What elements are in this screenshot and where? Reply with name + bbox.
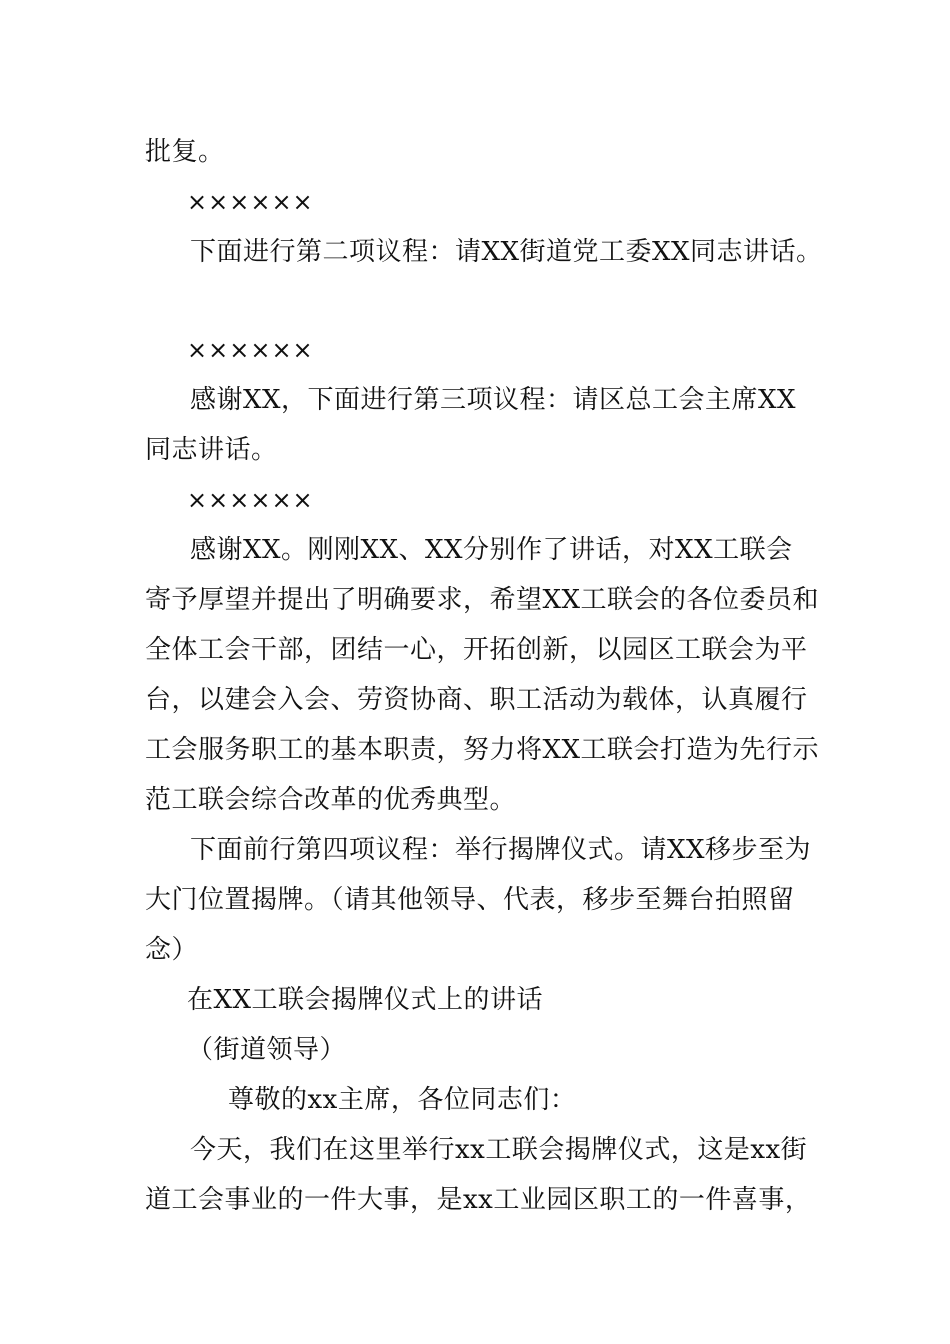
salutation: 尊敬的xx主席，各位同志们：	[228, 1085, 577, 1115]
paragraph-line: 道工会事业的一件大事，是xx工业园区职工的一件喜事，	[145, 1185, 812, 1215]
separator-marks: ××××××	[187, 188, 314, 216]
agenda-item-4: 下面前行第四项议程：举行揭牌仪式。请XX移步至为	[190, 835, 812, 865]
speech-subtitle: （街道领导）	[187, 1035, 347, 1065]
paragraph-line: 今天，我们在这里举行xx工联会揭牌仪式，这是xx街	[190, 1135, 808, 1165]
separator-marks: ××××××	[187, 336, 314, 364]
paragraph-line: 工会服务职工的基本职责，努力将XX工联会打造为先行示	[145, 735, 820, 765]
paragraph-line: 寄予厚望并提出了明确要求，希望XX工联会的各位委员和	[145, 585, 820, 615]
paragraph-line: 范工联会综合改革的优秀典型。	[145, 785, 517, 815]
agenda-item-3: 感谢XX，下面进行第三项议程：请区总工会主席XX	[190, 385, 797, 415]
paragraph-line: 大门位置揭牌。（请其他领导、代表，移步至舞台拍照留	[145, 885, 795, 915]
paragraph-line: 台，以建会入会、劳资协商、职工活动为载体，认真履行	[145, 685, 808, 715]
paragraph-line: 批复。	[145, 137, 225, 167]
paragraph-line: 感谢XX。刚刚XX、XX分别作了讲话，对XX工联会	[190, 535, 793, 565]
speech-title: 在XX工联会揭牌仪式上的讲话	[187, 985, 544, 1015]
paragraph-line: 全体工会干部，团结一心，开拓创新，以园区工联会为平	[145, 635, 808, 665]
agenda-item-2: 下面进行第二项议程：请XX街道党工委XX同志讲话。	[190, 237, 823, 267]
paragraph-line: 同志讲话。	[145, 435, 278, 465]
paragraph-line: 念）	[145, 935, 199, 965]
separator-marks: ××××××	[187, 486, 314, 514]
